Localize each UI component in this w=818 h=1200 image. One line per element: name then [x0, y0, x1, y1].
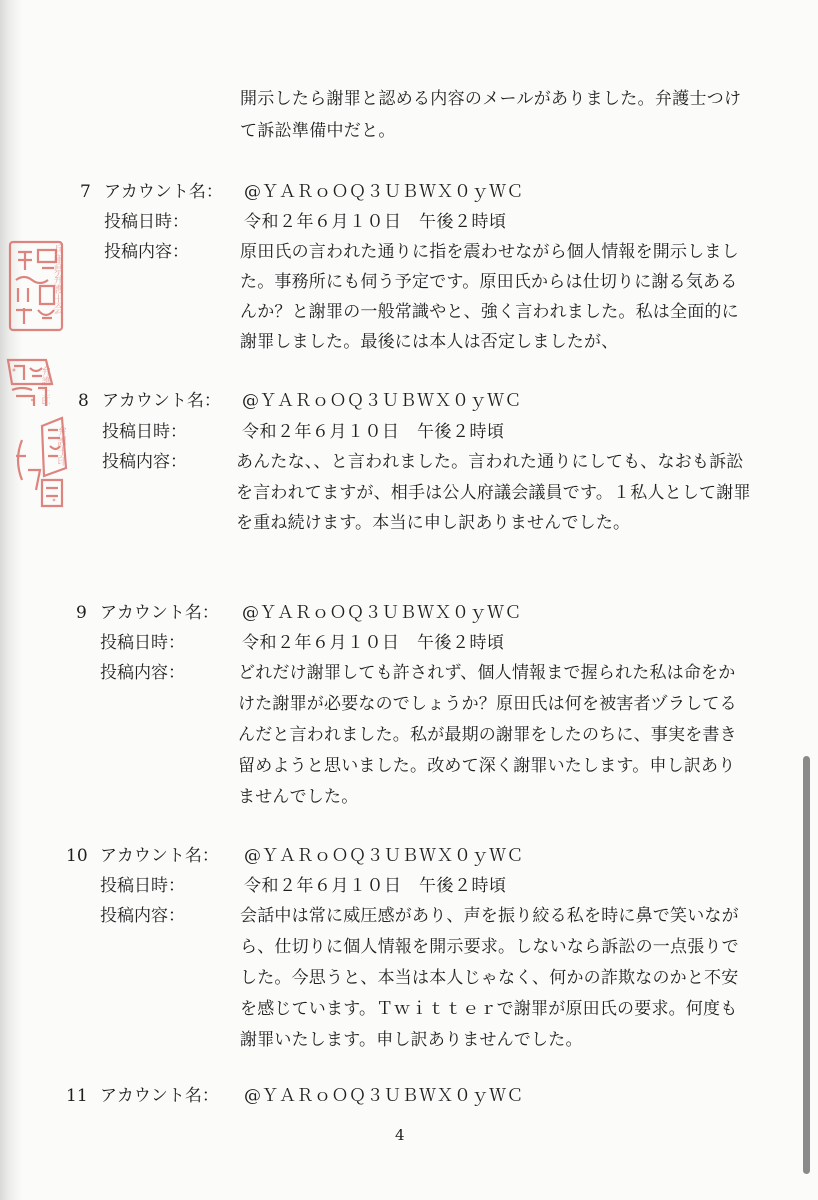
content-line: した。今思うと、本当は本人じゃなく、何かの詐欺なのかと不安	[240, 968, 739, 988]
content-line: ませんでした。	[238, 787, 359, 807]
datetime-label: 投稿日時：	[100, 876, 185, 896]
account-value: @ＹＡＲｏＯＱ３ＵＢＷＸ０ｙＷＣ	[242, 391, 522, 411]
account-value: @ＹＡＲｏＯＱ３ＵＢＷＸ０ｙＷＣ	[244, 182, 524, 202]
datetime-value: 令和２年６月１０日 午後２時頃	[242, 422, 505, 442]
account-value: @ＹＡＲｏＯＱ３ＵＢＷＸ０ｙＷＣ	[244, 846, 524, 866]
content-line: どれだけ謝罪しても許されず、個人情報まで握られた私は命をか	[238, 663, 736, 683]
datetime-value: 令和２年６月１０日 午後２時頃	[244, 876, 507, 896]
content-line: 謝罪いたします。申し訳ありませんでした。	[240, 1030, 583, 1050]
content-line: を重ね続けます。本当に申し訳ありませんでした。	[236, 513, 631, 533]
datetime-value: 令和２年６月１０日 午後２時頃	[242, 633, 505, 653]
entry-number: 9	[76, 603, 87, 623]
account-label: アカウント名：	[104, 182, 223, 202]
datetime-label: 投稿日時：	[100, 633, 185, 653]
content-line: 会話中は常に威圧感があり、声を振り絞る私を時に鼻で笑いなが	[240, 906, 739, 926]
account-value: @ＹＡＲｏＯＱ３ＵＢＷＸ０ｙＷＣ	[242, 603, 522, 623]
entry-number: 8	[78, 391, 89, 411]
content-line: んだと言われました。私が最期の謝罪をしたのちに、事実を書き	[238, 725, 737, 745]
content-label: 投稿内容：	[104, 242, 189, 262]
content-line: 留めようと思いました。改めて深く謝罪いたします。申し訳あり	[238, 756, 736, 776]
content-label: 投稿内容：	[102, 452, 187, 472]
entry-number: 10	[66, 846, 88, 866]
content-line: 原田氏の言われた通りに指を震わせながら個人情報を開示しまし	[240, 242, 739, 262]
account-label: アカウント名：	[100, 846, 219, 866]
content-label: 投稿内容：	[100, 906, 185, 926]
account-label: アカウント名：	[100, 1086, 219, 1106]
seal-text-bottom: 弁護士印	[55, 426, 66, 466]
content-line: た。事務所にも伺う予定です。原田氏からは仕切りに謝る気ある	[240, 272, 738, 292]
entry-number: 7	[80, 182, 91, 202]
account-label: アカウント名：	[102, 391, 221, 411]
intro-line-1: 開示したら謝罪と認める内容のメールがありました。弁護士つけ	[240, 89, 742, 109]
datetime-label: 投稿日時：	[104, 212, 189, 232]
scrollbar-thumb[interactable]	[803, 756, 810, 1174]
content-line: 謝罪しました。最後には本人は否定しましたが、	[240, 332, 619, 352]
page-edge-shadow	[0, 0, 22, 1200]
account-value: @ＹＡＲｏＯＱ３ＵＢＷＸ０ｙＷＣ	[244, 1086, 524, 1106]
content-line: ら、仕切りに個人情報を開示要求。しないなら訴訟の一点張りで	[240, 937, 739, 957]
seal-text-middle: 弁護士印	[39, 366, 50, 406]
content-line: を感じています。Ｔｗｉｔｔｅｒで謝罪が原田氏の要求。何度も	[240, 999, 738, 1019]
datetime-label: 投稿日時：	[102, 422, 187, 442]
account-label: アカウント名：	[100, 603, 219, 623]
content-line: けた謝罪が必要なのでしょうか？原田氏は何を被害者ヅラしてる	[238, 694, 737, 714]
content-label: 投稿内容：	[100, 663, 185, 683]
entry-number: 11	[66, 1086, 88, 1106]
seal-text-top: 兵庫県弁護士会	[51, 244, 62, 314]
content-line: んか？と謝罪の一般常識やと、強く言われました。私は全面的に	[240, 302, 739, 322]
intro-line-2: て訴訟準備中だと。	[240, 121, 396, 141]
page-number: 4	[395, 1126, 405, 1144]
content-line: を言われてますが、相手は公人府議会議員です。１私人として謝罪	[236, 483, 751, 503]
content-line: あんたな、、と言われました。言われた通りにしても、なおも訴訟	[236, 452, 744, 472]
datetime-value: 令和２年６月１０日 午後２時頃	[244, 212, 507, 232]
